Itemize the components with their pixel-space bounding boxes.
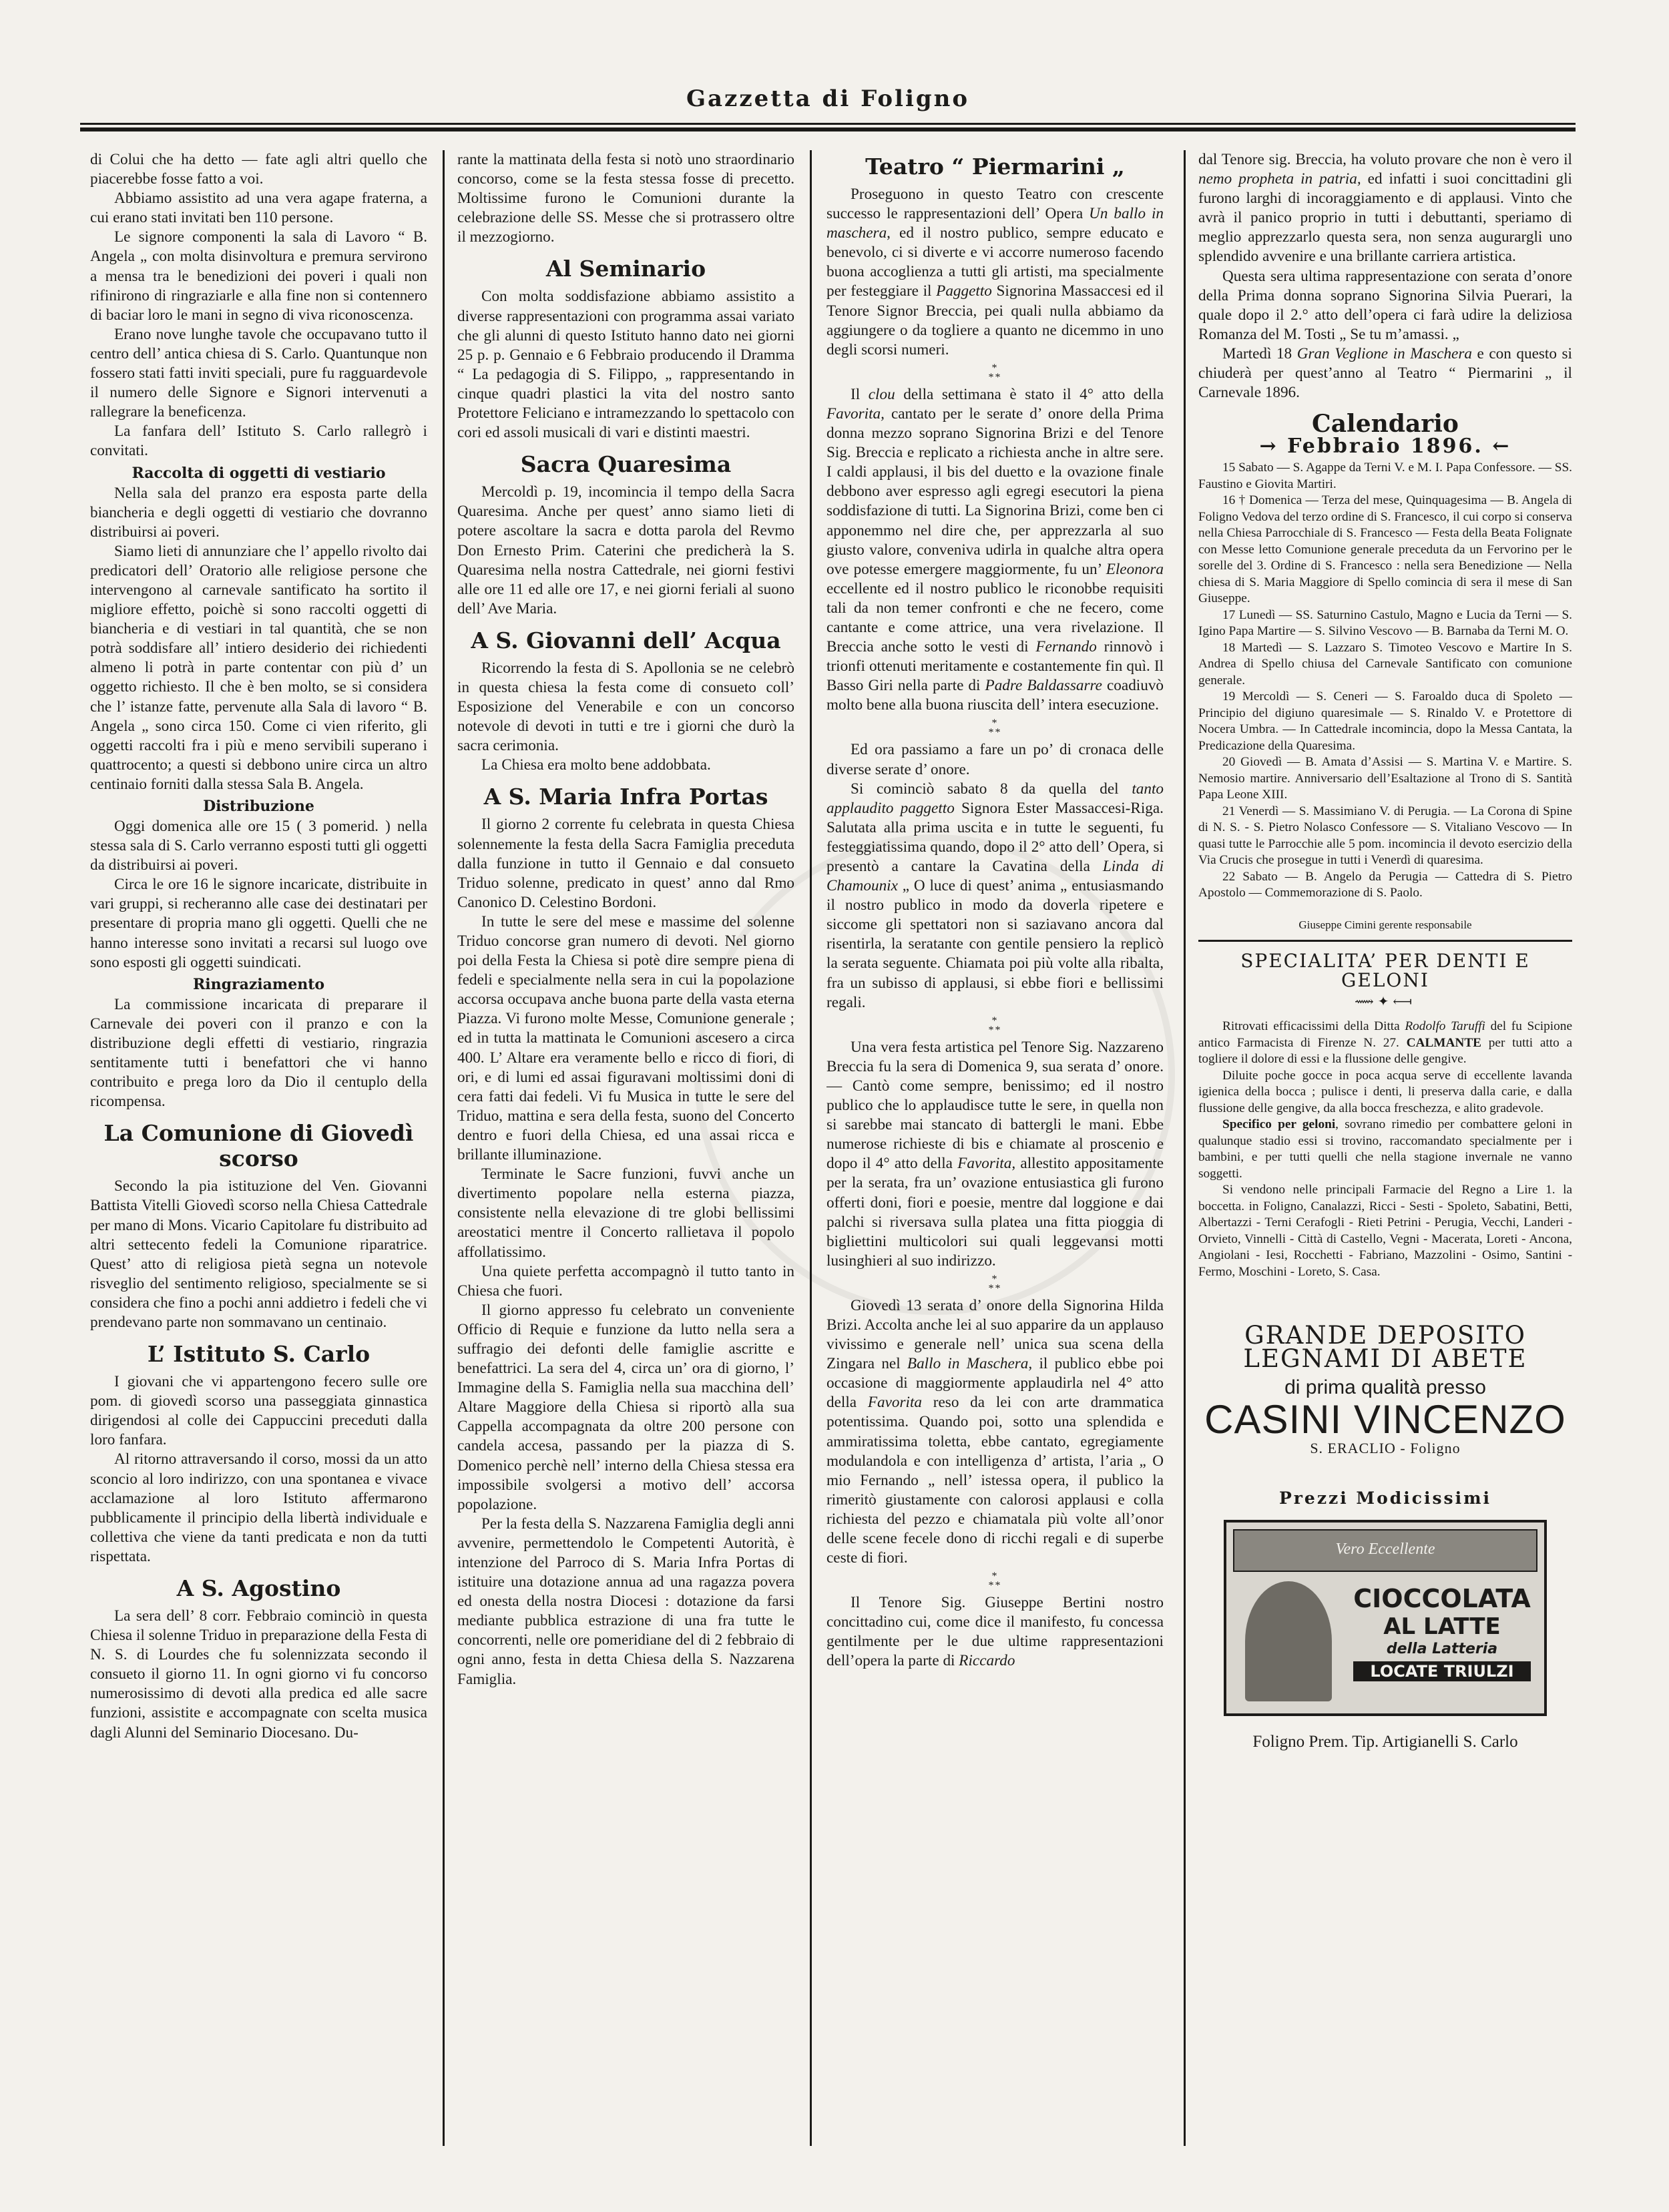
paragraph: La fanfara dell’ Istituto S. Carlo rallegrò i convitati. xyxy=(90,423,427,460)
calendar-entry: 21 Venerdì — S. Massimiano V. di Perugia. — La Corona di Spine di N. S. - S. Pietro Nolasco Confessore — S. Vitaliano Vescovo — In quasi tutte le Parrocchie alle 5 pom. incomincia il devoto esercizio della Via Crucis che prosegue in tutti i Venerdì di quaresima. xyxy=(1198,804,1572,868)
paragraph: Giovedì 13 serata d’ onore della Signorina Hilda Brizi. Accolta anche lei al suo apparire da un applauso vivissimo e generale nell’ unica sua scena della Zingara nel Ballo in Maschera, il publico ebbe poi occasione di maggiormente applaudirla nel 4° atto della Favorita reso da lei con arte drammatica potentissima. Quando poi, sotto una splendida e ammiratissima toletta, ebbe cantato, egregiamente modulandola e con intelligenza d’ artista, l’aria „ O mio Fernando „ nell’ istessa opera, il publico la rimeritò giustamente con calorosi applausi e colla richiesta del pezzo e chiamatala più volte all’onor delle scene fecele dono di ricchi regali e di superbe ceste di fiori. xyxy=(826,1296,1164,1567)
section-stars: * ** xyxy=(988,1273,1002,1294)
paragraph: Erano nove lunghe tavole che occupavano tutto il centro dell’ antica chiesa di S. Carlo. Quantunque non fossero stati fatti inviti speciali, pure fu ragguardevole il numero delle Signore e Signori intervenuti a rallegrare la beneficenza. xyxy=(90,325,427,421)
paragraph: La sera dell’ 8 corr. Febbraio cominciò in questa Chiesa il solenne Triduo in preparazione della Festa di N. S. di Lourdes che fu solennizzata secondo il consueto il giorno 11. In ogni giorno vi fu concorso numerosissimo di devoti alla predica ed alle sacre funzioni, assistite e accompagnate con scelta musica dagli Alunni del Seminario Diocesano. Du- xyxy=(90,1607,427,1741)
paragraph: Terminate le Sacre funzioni, fuvvi anche un divertimento popolare nella esterna piazza, consistente nella elevazione di tre globi bellissimi areostatici mentre il Concerto rallietava il popolo affollatissimo. xyxy=(457,1165,794,1261)
paragraph: Il Tenore Sig. Giuseppe Bertini nostro concittadino cui, come dice il manifesto, fu concessa gentilmente per le due ultime rappresentazioni dell’opera la parte di Riccardo xyxy=(826,1594,1164,1670)
paragraph: Proseguono in questo Teatro con crescente successo le rappresentazioni dell’ Opera Un ballo in maschera, ed il nostro publico, sempre educato e benevolo, ci si diverte e vi accorre numeroso facendo buona accoglienza a tutti gli artisti, ma specialmente per festeggiare il Paggetto Signorina Massaccesi ed il Tenore Signor Breccia, pei quali nulla abbiamo da aggiungere o da togliere a quanto ne dicemmo in uno degli scorsi numeri. xyxy=(826,186,1164,358)
chocolate-brand-line: della Latteria xyxy=(1386,1640,1498,1657)
ornament-icon: ⟿✦⟻ xyxy=(1354,995,1417,1010)
paragraph: Si cominciò sabato 8 da quella del tanto applaudito paggetto Signora Ester Massaccesi-Riga. Salutata alla prima uscita e in tutte le seguenti, fu festeggiatissima quando, dopo il 2° atto dell’ Opera, si presentò a cantare la Cavatina della Linda di Chamounix „ O luce di quest’ anima „ entusiasmando il nostro publico in modo da doverla ripetere e siccome gli spettatori non si saziavano ancora dal risentirla, la seratante con gentile pensiero la replicò la serata seguente. Chiamata poi più volte alla ribalta, fra un subisso di applausi, si ebbe fiori e bellissimi regali. xyxy=(826,780,1164,1011)
paragraph: Specifico per geloni, sovrano rimedio per combattere geloni in qualunque stadio essi si trovino, raccomandato specialmente per i bambini, e per tutti quelli che nella stagione invernale ne vanno soggetti. xyxy=(1198,1117,1572,1181)
girl-figure-icon xyxy=(1245,1581,1332,1701)
paragraph: Nella sala del pranzo era esposta parte della biancheria e degli oggetti di vestiario che dovranno distribuirsi ai poveri. xyxy=(90,484,427,541)
ad-body xyxy=(1198,1019,1572,1280)
paragraph: La commissione incaricata di preparare il Carnevale dei poveri con il pranzo e con la distribuzione degli effetti di vestiario, ringrazia sentitamente tutti i benefattori che vi hanno contribuito e prega loro da Dio il centuplo della ricompensa. xyxy=(90,995,427,1111)
section-stars: * ** xyxy=(988,718,1002,739)
column-2 xyxy=(457,150,794,2159)
calendar-entry: 16 † Domenica — Terza del mese, Quinquagesima — B. Angela di Foligno Vedova del terzo ordine di S. Francesco, il cui corpo si conserva nella Chiesa Parrocchiale di S. Francesco — Festa della Beata Folignate con Messe letto Comunione generale preceduta da un Fervorino per le sorelle del 3. Ordine di S. Francesco : nella sera Benedizione — Nella chiesa di S. Maria Maggiore di Spello comincia di sera il mese di San Giuseppe. xyxy=(1198,493,1572,606)
paragraph: Una vera festa artistica pel Tenore Sig. Nazzareno Breccia fu la sera di Domenica 9, sua serata d’ onore. — Cantò come sempre, benissimo; ed il nostro publico che lo applaudisce tutte le sere, in quella non si sarebbe mai stancato di battergli le mani. Ebbe numerose richieste di bis e chiamate al proscenio e dopo il 4° atto della Favorita, allestito appositamente per la serata, fra un’ ovazione entusiastica gli furono offerti doni, fiori e poesie, mentre dal loggione e dai palchi si riversava sulla platea una fitta pioggia di bigliettini multicolori sui quali leggevansi motti lusinghieri al suo indirizzo. xyxy=(826,1038,1164,1270)
article-heading: L’ Istituto S. Carlo xyxy=(147,1341,371,1368)
paragraph: di Colui che ha detto — fate agli altri quello che piacerebbe fosse fatto a voi. xyxy=(90,151,427,188)
paragraph: Il giorno 2 corrente fu celebrata in questa Chiesa solennemente la festa della Sacra Famiglia preceduta dalla funzione in tutto il Gennaio e dal consueto Triduo solenne, predicato in quest’ anno dal Rmo Canonico D. Celestino Bordoni. xyxy=(457,816,794,911)
calendar-entry: 18 Martedì — S. Lazzaro S. Timoteo Vescovo e Martire In S. Andrea di Spello chiusa del Carnevale Santificato con comunione generale. xyxy=(1198,640,1572,687)
article-heading: Sacra Quaresima xyxy=(520,451,732,478)
paragraph: Con molta soddisfazione abbiamo assistito a diverse rappresentazioni con programma assai variato che gli alunni di questo Istituto hanno dato nei giorni 25 p. p. Gennaio e 6 Febbraio producendo il Dramma “ La pedagogia di S. Filippo, „ rappresentando in cinque quadri plastici la vita del nostro santo Protettore Feliciano e intramezzando lo spettacolo con cori ed assoli musicali di vari e distinti maestri. xyxy=(457,288,794,442)
ad-deposito-line1: GRANDE DEPOSITO xyxy=(1244,1321,1526,1350)
calendar-entry: 17 Lunedì — SS. Saturnino Castulo, Magno e Lucia da Terni — S. Igino Papa Martire — S. Silvino Vescovo — B. Barnaba da Terni M. O. xyxy=(1198,607,1572,639)
calendar-entry: 15 Sabato — S. Agappe da Terni V. e M. I. Papa Confessore. — SS. Faustino e Giovita Martiri. xyxy=(1198,461,1572,491)
column-separator xyxy=(443,150,445,2146)
article-heading: Teatro “ Piermarini „ xyxy=(865,154,1125,180)
paragraph: La Chiesa era molto bene addobbata. xyxy=(481,756,711,774)
paragraph: In tutte le sere del mese e massime del solenne Triduo concorse gran numero di devoti. Nel giorno poi della Festa la Chiesa si potè dire sempre piena di fedeli e specialmente nella sera in cui la popolazione accorsa occupava anche buona parte della vasta eterna Piazza. Vi furono molte Messe, Comunione generale ; ed in tutta la mattinata le Comunioni ascesero a circa 400. L’ Altare era veramente bello e ricco di fiori, di ori, e di lumi ed assai figuravani moltissimi doni di cera fatti dai fedeli. Vi fu Musica in tutte le sere del Triduo, mattina e sera della festa, suono del Concerto dentro e fuori della Chiesa, ed una assai ricca e brillante illuminazione. xyxy=(457,912,794,1164)
paragraph: Si vendono nelle principali Farmacie del Regno a Lire 1. la boccetta. in Foligno, Canalazzi, Ricci - Sesti - Spoleto, Sabatini, Betti, Albertazzi - Terni Cerafogli - Rieti Petrini - Perugia, Vecchi, Landeri - Orvieto, Vinnelli - Città di Castello, Vegni - Macerata, Loreti - Ancona, Angiolani - Iesi, Rocchetti - Fabriano, Mazzolini - Osimo, Santini - Fermo, Moschini - Loreto, S. Casa. xyxy=(1198,1183,1572,1279)
ad-deposito-line2: LEGNAMI DI ABETE xyxy=(1243,1344,1527,1374)
calendar-heading: Calendario xyxy=(1312,410,1459,439)
chocolate-lid xyxy=(1233,1529,1537,1572)
paragraph: Ritrovati efficacissimi della Ditta Rodolfo Taruffi del fu Scipione antico Farmacista di Firenze N. 27. CALMANTE per tutti atto a togliere il dolore di essi e la flussione delle gengive. xyxy=(1198,1019,1572,1067)
gerente-line: Giuseppe Cimini gerente responsabile xyxy=(1298,918,1472,931)
article-heading: A S. Maria Infra Portas xyxy=(483,784,768,810)
article-heading: A S. Giovanni dell’ Acqua xyxy=(471,627,781,653)
printer-footer: Foligno Prem. Tip. Artigianelli S. Carlo xyxy=(1252,1732,1518,1751)
masthead: Gazzetta di Foligno xyxy=(686,85,970,112)
column-1 xyxy=(90,150,427,2159)
ad-qualita: di prima qualità presso xyxy=(1284,1376,1486,1399)
paragraph: Martedì 18 Gran Veglione in Maschera e con questo si chiuderà per quest’anno al Teatro “ Piermarini „ il Carnevale 1896. xyxy=(1198,344,1572,402)
paragraph: dal Tenore sig. Breccia, ha voluto provare che non è vero il nemo propheta in patria, ed infatti i suoi concittadini gli furono larghi di incoraggiamento e di applausi. Vinto che avrà il panico proprio in tutti i debuttanti, speriamo di meglio apprezzarlo questa sera, non senza augurargli uno splendido avvenire e una brillante carriera artistica. xyxy=(1198,151,1572,266)
paragraph: Questa sera ultima rappresentazione con serata d’onore della Prima donna soprano Signorina Silvia Puerari, la quale dopo il 2.° atto dell’opera ci farà udire la deliziosa Romanza del M. Tosti „ Se tu m’amassi. „ xyxy=(1198,267,1572,343)
calendar-entry: 22 Sabato — B. Angelo da Perugia — Cattedra di S. Pietro Apostolo — Commemorazione di S. Paolo. xyxy=(1198,869,1572,900)
article-heading: A S. Agostino xyxy=(176,1575,341,1601)
paragraph: Una quiete perfetta accompagnò il tutto tanto in Chiesa che fuori. xyxy=(457,1262,794,1300)
paragraph: Oggi domenica alle ore 15 ( 3 pomerid. ) nella stessa sala di S. Carlo verranno esposti tutti gli oggetti da distribuirsi ai poveri. xyxy=(90,818,427,874)
paragraph: Per la festa della S. Nazzarena Famiglia degli anni avvenire, permettendolo le Competenti Autorità, è intenzione del Parroco di S. Maria Infra Portas di istituire una dotazione annua ad una ragazza povera ed onesta della nostra Diocesi : dotazione da farsi mediante pubblica estrazione di una fra tutte le concorrenti, nelle ore pomeridiane del di 2 febbraio di ogni anno, festa in detta Chiesa della S. Nazzarena Famiglia. xyxy=(457,1514,794,1688)
paragraph: Circa le ore 16 le signore incaricate, distribuite in vari gruppi, si recheranno alle case dei destinatari per presentare di propria mano gli oggetti. Quelli che ne hanno interesse sono invitati a recarsi sul luogo ove sono esposti gli oggetti suindicati. xyxy=(90,876,427,971)
chocolate-brand-line: CIOCCOLATA xyxy=(1353,1583,1531,1613)
article-heading: Al Seminario xyxy=(545,256,706,282)
paragraph: Le signore componenti la sala di Lavoro “ B. Angela „ con molta disinvoltura e premura servirono a mensa tra le benedizioni dei poveri i quali non rifinirono di ringraziarle e alla fine non si contennero di baciar loro le mani in segno di viva riconoscenza. xyxy=(90,228,427,324)
paragraph: Il clou della settimana è stato il 4° atto della Favorita, cantato per le serate d’ onore della Prima donna mezzo soprano Signorina Brizi e del Tenore Sig. Breccia e replicato a richiesta anche in altre sere. I caldi applausi, il bis del duetto e la ovazione finale debbono aver espresso agli egregi esecutori la piena soddisfazione di tutti. La Signorina Brizi, come ben ci apponemmo nel dire che, per apprezzarla al suo giusto valore, conveniva udirla in qualche altra opera ove potesse emergere maggiormente, fu un’ Eleonora eccellente ed il nostro publico le riconobbe requisiti tali da non temer confronti e che ne fecero, come cantante e come attrice, una vera rivelazione. Il Breccia anche sotto le vesti di Fernando rinnovò i trionfi ottenuti meritamente e costantemente fin quì. Il Basso Giri nella parte di Padre Baldassarre coadiuvò molto bene alla buona riuscita dell’ intera esecuzione. xyxy=(826,385,1164,714)
section-stars: * ** xyxy=(988,1015,1002,1036)
paragraph: Ed ora passiamo a fare un po’ di cronaca delle diverse serate d’ onore. xyxy=(826,741,1164,778)
subheading: Distribuzione xyxy=(203,798,314,815)
paragraph: Mercoldì p. 19, incomincia il tempo della Sacra Quaresima. Anche per quest’ anno siamo lieti di potere ascoltare la sacra e dotta parola del Revmo Don Ernesto Prim. Caterini che predicherà la S. Quaresima nella nostra Cattedrale, nei giorni festivi alle ore 11 ed alle ore 17, e nei giorni feriali al suono dell’ Ave Maria. xyxy=(457,483,794,617)
column-separator xyxy=(1184,150,1186,2146)
section-stars: * ** xyxy=(988,1571,1002,1592)
ad-title: SPECIALITA’ PER DENTI E GELONI xyxy=(1240,950,1530,992)
paragraph: Secondo la pia istituzione del Ven. Giovanni Battista Vitelli Giovedì scorso nella Chiesa Cattedrale per mano di Mons. Vicario Capitolare fu distribuito ad altri settecento fedeli la Comunione riparatrice. Quest’ atto di religiosa pietà segna un notevole risveglio del sentimento religioso, specialmente se si considera che fino a pochi anni addietro i fedeli che vi prendevano parte non sommavano un centinaio. xyxy=(90,1177,427,1331)
section-stars: * ** xyxy=(988,362,1002,383)
paragraph: Abbiamo assistito ad una vera agape fraterna, a cui erano stati invitati ben 110 persone. xyxy=(90,190,427,227)
subheading: Ringraziamento xyxy=(192,975,325,993)
paragraph: I giovani che vi appartengono fecero sulle ore pom. di giovedì scorso una passeggiata ginnastica dirigendosi al colle dei Cappuccini preceduti dalla loro fanfara. xyxy=(90,1373,427,1449)
calendar-entry: 20 Giovedì — B. Amata d’Assisi — S. Martina V. e Martire. S. Nemosio martire. Anniversario dell’Esaltazione al Trono di S. Santità Papa Leone XIII. xyxy=(1198,755,1572,802)
paragraph: rante la mattinata della festa si notò uno straordinario concorso, come se la festa stessa fosse di precetto. Moltissime furono le Comunioni durante la celebrazione delle SS. Messe che si protrassero oltre il mezzogiorno. xyxy=(457,151,794,246)
subheading: Raccolta di oggetti di vestiario xyxy=(132,464,386,482)
paragraph: Al ritorno attraversando il corso, mossi da un atto sconcio al loro indirizzo, con una spontanea e vivace acclamazione al loro Istituto affermarono pubblicamente il principio della libertà individuale e collettiva che viene da tanti predicata e non da tutti rispettata. xyxy=(90,1450,427,1565)
ad-rule xyxy=(1198,940,1572,942)
calendar-month: → Febbraio 1896. ← xyxy=(1259,435,1511,459)
calendar-list xyxy=(1198,460,1572,902)
top-rule-thick xyxy=(80,127,1576,131)
paragraph: Ricorrendo la festa di S. Apollonia se ne celebrò in questa chiesa la festa come di consueto coll’ Esposizione del Venerabile e con un concorso notevole di devoti in tutti e tre i giorni che durò la sacra cerimonia. xyxy=(457,659,794,755)
paragraph: Siamo lieti di annunziare che l’ appello rivolto dai predicatori dell’ Oratorio alle religiose persone che intervengono al carnevale santificato ha sortito il migliore effetto, poichè si sono raccolti oggetti di biancheria e di vestiari in tal quantità, che se non potrà soddisfare all’ intiero desiderio dei richiedenti almeno li potrà in parte contentar con più d’ un oggetto richiesto. Il che è ben molto, se si considera che l’ istanze fatte, pervenute alla Sala di lavoro “ B. Angela „ sono circa 150. Come ci vien riferito, gli oggetti raccolti fra i più e meno servibili superano i quattrocento; a questi si debbono unire circa un altro centinaio forniti dalla stessa Sala B. Angela. xyxy=(90,542,427,793)
column-separator xyxy=(810,150,812,2146)
top-rule xyxy=(80,123,1576,125)
chocolate-brand-line: AL LATTE xyxy=(1383,1613,1501,1640)
column-4 xyxy=(1198,150,1572,2159)
ad-casini: CASINI VINCENZO xyxy=(1204,1396,1566,1442)
column-3 xyxy=(826,150,1164,2159)
chocolate-ad-image xyxy=(1224,1520,1547,1716)
article-heading: La Comunione di Giovedì scorso xyxy=(103,1120,414,1172)
paragraph: Il giorno appresso fu celebrato un conveniente Officio di Requie e funzione da lutto nella sera a suffragio dei defonti delle famiglie ascritte e benefattrici. La sera del 4, circa un’ ora di giorno, l’ Immagine della S. Famiglia nella sua macchina dell’ Altare Maggiore della Chiesa si riportò alla sua Cappella accompagnata da oltre 200 persone con candela accesa, passando per la piazza di S. Domenico perchè nell’ interno della Chiesa stessa era impossibile svolgersi a motivo dell’ accorsa popolazione. xyxy=(457,1301,794,1513)
ad-prezzi: Prezzi Modicissimi xyxy=(1278,1488,1492,1508)
chocolate-brand xyxy=(1353,1584,1531,1681)
chocolate-lid-text: Vero Eccellente xyxy=(1335,1540,1435,1558)
paragraph: Diluite poche gocce in poca acqua serve di eccellente lavanda igienica della bocca ; pulisce i denti, li preserva dalla carie, e dalla flussione delle gengive, da alla bocca freschezza, e alito gradevole. xyxy=(1198,1068,1572,1115)
ad-eraclio: S. ERACLIO - Foligno xyxy=(1310,1439,1461,1456)
chocolate-brand-line: LOCATE TRIULZI xyxy=(1353,1661,1531,1681)
calendar-entry: 19 Mercoldì — S. Ceneri — S. Faroaldo duca di Spoleto — Principio del digiuno quaresimale — S. Rinaldo V. e Protettore di Nocera Umbra. — In Cattedrale incomincia, dopo la Messa Cantata, la Predicazione della Quaresima. xyxy=(1198,689,1572,753)
